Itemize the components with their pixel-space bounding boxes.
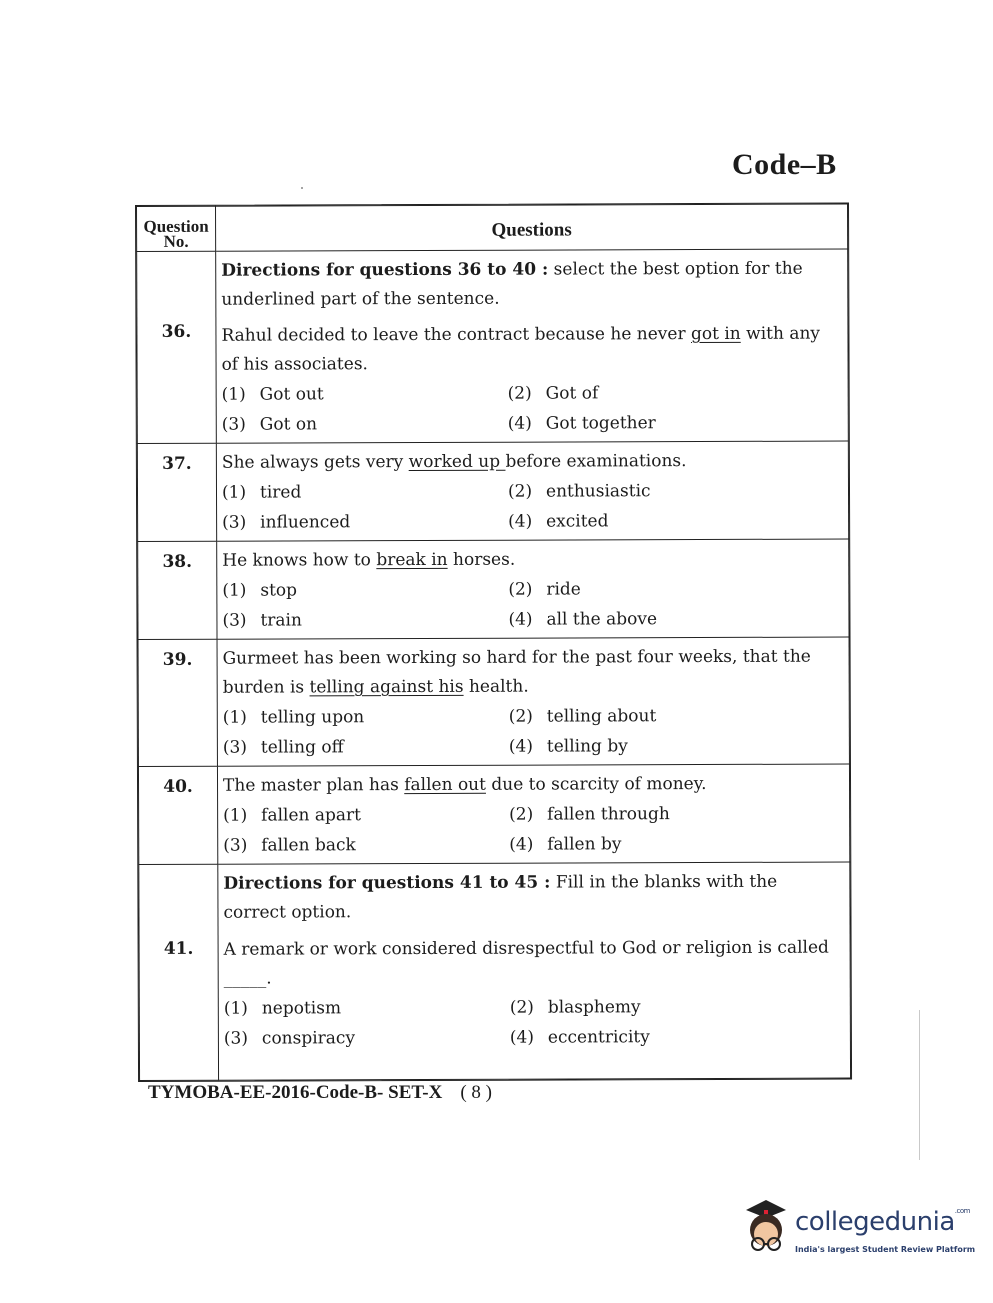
directions-text — [223, 868, 841, 928]
table-row — [138, 637, 849, 766]
question-number-cell — [137, 251, 217, 443]
option-1 — [223, 702, 509, 733]
options — [222, 378, 840, 440]
option-number: (3) — [221, 414, 246, 435]
question-text-after: health. — [463, 676, 529, 697]
option-3 — [222, 409, 508, 440]
option-2 — [508, 574, 840, 605]
page-footer — [148, 1082, 492, 1104]
question-text-before: A remark or work considered disrespectful to God or religion is called _____. — [223, 937, 829, 989]
question-number-cell — [138, 766, 217, 864]
options — [222, 574, 840, 636]
question-text-before: He knows how to — [222, 550, 377, 571]
option-number: (4) — [508, 609, 533, 630]
option-text: train — [260, 610, 302, 631]
option-number: (1) — [221, 482, 247, 503]
question-text — [224, 934, 842, 994]
option-1 — [223, 800, 509, 831]
option-number: (3) — [222, 512, 247, 533]
options — [223, 701, 841, 763]
question-text-after: horses. — [447, 549, 516, 570]
option-1 — [222, 379, 508, 410]
question-cell — [217, 539, 849, 639]
header-question-no — [137, 206, 216, 251]
option-text: eccentricity — [547, 1027, 650, 1048]
option-number: (2) — [508, 706, 533, 727]
header-questions: Questions — [216, 204, 848, 251]
option-number: (1) — [223, 805, 248, 826]
option-4 — [508, 506, 840, 537]
option-2 — [509, 701, 841, 732]
option-number: (1) — [222, 707, 247, 728]
option-text: Got on — [259, 414, 318, 435]
option-text: excited — [546, 511, 609, 532]
footer-code: TYMOBA-EE-2016-Code-B- SET-X — [148, 1082, 443, 1103]
directions-heading: Directions for questions 36 to 40 : — [221, 259, 549, 281]
table-row — [137, 249, 849, 443]
option-text: enthusiastic — [545, 481, 651, 502]
table-row — [139, 862, 851, 1080]
watermark-brand — [795, 1207, 970, 1237]
option-text: Got of — [545, 383, 599, 404]
underlined-phrase: telling against his — [309, 676, 464, 698]
question-cell — [217, 764, 849, 864]
option-number: (2) — [507, 481, 533, 502]
option-number: (3) — [222, 737, 248, 758]
option-number: (1) — [223, 998, 248, 1019]
question-text-before: She always gets very — [221, 452, 409, 473]
option-1 — [222, 477, 508, 508]
option-number: (2) — [507, 383, 532, 404]
table-row — [137, 441, 848, 541]
option-text: telling about — [546, 706, 657, 727]
underlined-phrase: break in — [376, 549, 448, 571]
option-4 — [508, 604, 840, 635]
header-question-no-line1: Question — [143, 216, 209, 236]
option-2 — [509, 799, 841, 830]
scan-edge-line — [919, 1010, 920, 1160]
question-text — [222, 545, 840, 576]
question-text-after: with any of his associates. — [221, 323, 821, 375]
question-number: 39. — [162, 649, 193, 670]
option-text: fallen by — [547, 834, 622, 855]
option-text: stop — [260, 580, 298, 601]
question-number: 41. — [163, 938, 194, 959]
underlined-phrase: worked up — [408, 451, 506, 473]
option-number: (4) — [508, 511, 533, 532]
option-number: (3) — [223, 835, 248, 856]
option-text: all the above — [546, 609, 658, 630]
question-cell — [218, 862, 851, 1080]
option-number: (4) — [509, 1027, 535, 1048]
option-text: fallen back — [261, 835, 356, 856]
scan-speck — [301, 187, 303, 189]
underlined-phrase: got in — [690, 323, 741, 345]
option-2 — [508, 378, 840, 409]
watermark-tagline: India's largest Student Review Platform — [795, 1245, 976, 1254]
option-number: (4) — [509, 834, 534, 855]
option-number: (3) — [223, 1028, 249, 1049]
question-number-cell — [139, 864, 219, 1080]
question-number-cell — [137, 443, 216, 541]
underlined-phrase: fallen out — [404, 774, 486, 796]
question-text — [223, 643, 841, 703]
question-number: 38. — [162, 551, 193, 572]
option-text: fallen apart — [261, 805, 361, 826]
option-number: (1) — [221, 384, 246, 405]
question-text-after: due to scarcity of money. — [485, 774, 707, 795]
option-4 — [509, 731, 841, 762]
question-number-cell — [138, 639, 217, 766]
option-3 — [222, 605, 508, 636]
question-text — [222, 447, 840, 478]
option-2 — [508, 476, 840, 507]
option-4 — [508, 408, 840, 439]
option-text: nepotism — [261, 998, 342, 1019]
option-text: ride — [546, 579, 581, 600]
option-3 — [222, 507, 508, 538]
question-text-before: The master plan has — [222, 775, 405, 796]
question-number: 40. — [163, 776, 193, 797]
option-number: (2) — [508, 579, 533, 600]
option-text: fallen through — [547, 804, 670, 825]
option-1 — [224, 993, 510, 1024]
directions-body: select the best option for the underlined part of the sentence. — [221, 258, 803, 310]
option-text: conspiracy — [261, 1028, 356, 1049]
option-text: telling off — [260, 737, 344, 758]
question-text-before: Rahul decided to leave the contract because he never — [221, 324, 692, 346]
question-cell — [217, 637, 849, 766]
option-text: blasphemy — [547, 997, 641, 1018]
options — [222, 476, 840, 538]
option-text: tired — [259, 482, 302, 503]
directions-text — [221, 255, 839, 315]
option-text: telling upon — [260, 707, 365, 728]
question-text-after: before examinations. — [505, 451, 687, 472]
option-text: Got out — [259, 384, 324, 405]
option-number: (3) — [222, 610, 247, 631]
option-number: (1) — [222, 580, 247, 601]
question-text-before: Gurmeet has been working so hard for the past four weeks, that the burden is — [222, 646, 811, 698]
option-text: Got together — [545, 413, 656, 434]
option-number: (2) — [509, 804, 534, 825]
option-3 — [224, 1023, 510, 1054]
page-number: ( 8 ) — [460, 1082, 492, 1103]
question-cell — [216, 249, 849, 443]
header-question-no-line2: No. — [163, 231, 189, 251]
table-row — [138, 764, 849, 864]
option-number: (4) — [507, 413, 532, 434]
options — [223, 799, 841, 861]
watermark-brand-suffix: .com — [954, 1207, 970, 1215]
options — [224, 992, 842, 1054]
question-cell — [216, 441, 848, 541]
watermark-brand-name: collegedunia — [795, 1207, 955, 1237]
directions-body: Fill in the blanks with the correct option. — [223, 871, 778, 923]
question-text — [223, 770, 841, 801]
table-row — [138, 539, 849, 639]
question-number-cell — [138, 541, 217, 639]
table-header-row — [137, 204, 848, 251]
option-3 — [223, 830, 509, 861]
question-table — [135, 203, 852, 1082]
option-number: (2) — [509, 997, 534, 1018]
option-text: influenced — [260, 512, 351, 533]
option-text: telling by — [546, 736, 628, 757]
question-text — [221, 320, 839, 380]
option-1 — [222, 575, 508, 606]
question-number: 36. — [161, 321, 192, 342]
question-number: 37. — [162, 453, 192, 474]
option-4 — [509, 829, 841, 860]
directions-heading: Directions for questions 41 to 45 : — [223, 872, 551, 894]
option-3 — [223, 732, 509, 763]
option-number: (4) — [508, 736, 534, 757]
paper-code: Code–B — [732, 148, 837, 181]
option-2 — [510, 992, 842, 1023]
option-4 — [510, 1022, 842, 1053]
